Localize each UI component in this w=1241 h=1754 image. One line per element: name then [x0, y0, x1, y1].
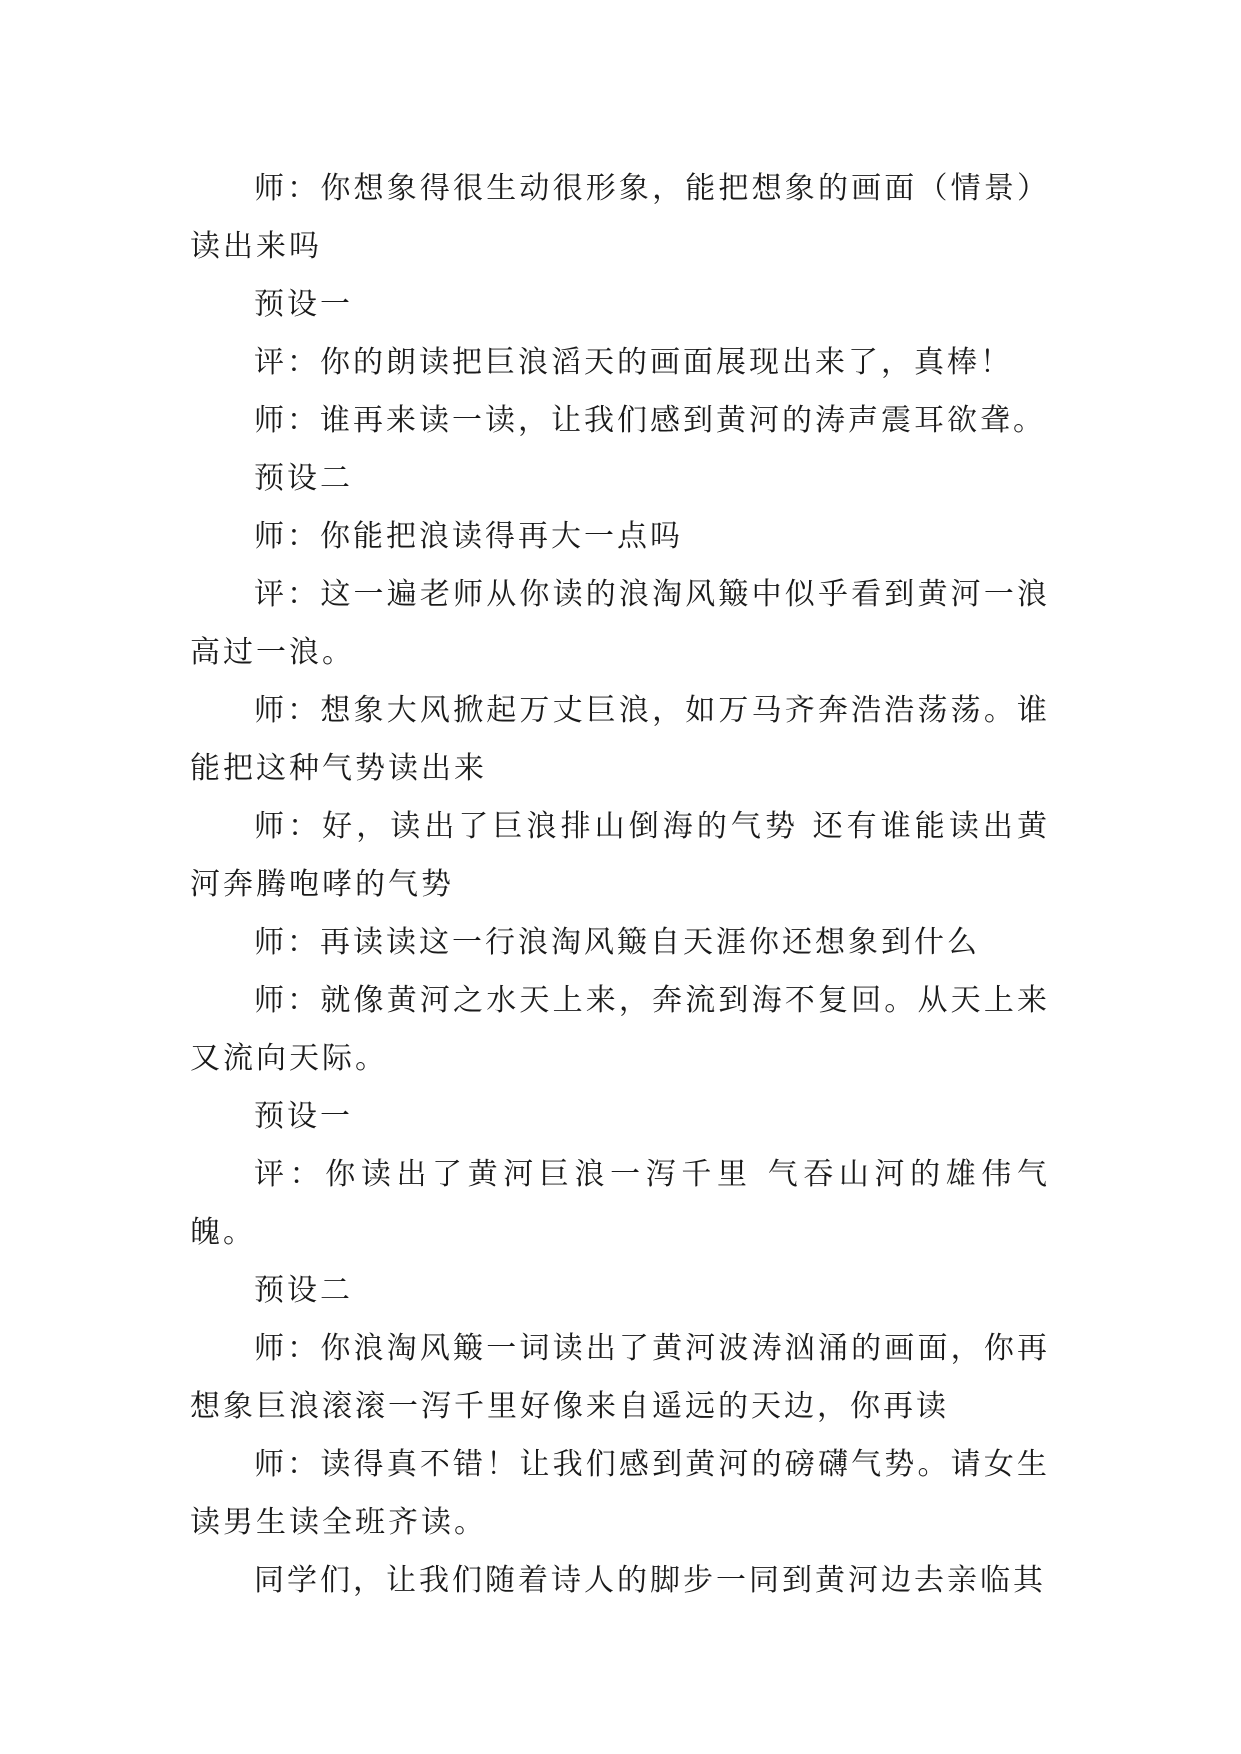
paragraph: 师：就像黄河之水天上来，奔流到海不复回。从天上来又流向天际。	[190, 983, 1050, 1076]
paragraph: 预设二	[254, 1273, 353, 1308]
paragraph: 师：想象大风掀起万丈巨浪，如万马齐奔浩浩荡荡。谁能把这种气势读出来	[190, 693, 1050, 786]
paragraph: 师：谁再来读一读，让我们感到黄河的涛声震耳欲聋。	[254, 403, 1046, 438]
paragraph: 师：读得真不错！让我们感到黄河的磅礴气势。请女生读男生读全班齐读。	[190, 1447, 1050, 1540]
document-body	[190, 160, 1050, 1610]
paragraph: 预设二	[254, 461, 353, 496]
paragraph: 师：你浪淘风簸一词读出了黄河波涛汹涌的画面，你再想象巨浪滚滚一泻千里好像来自遥远的天边，你再读	[190, 1331, 1050, 1424]
paragraph: 师：好，读出了巨浪排山倒海的气势 还有谁能读出黄河奔腾咆哮的气势	[190, 809, 1050, 902]
paragraph: 师：你能把浪读得再大一点吗	[254, 519, 683, 554]
paragraph: 评：你的朗读把巨浪滔天的画面展现出来了，真棒！	[254, 345, 1013, 380]
paragraph: 评：你读出了黄河巨浪一泻千里 气吞山河的雄伟气魄。	[190, 1157, 1050, 1250]
paragraph: 预设一	[254, 287, 353, 322]
paragraph: 师：你想象得很生动很形象，能把想象的画面（情景）读出来吗	[190, 171, 1050, 264]
paragraph: 评：这一遍老师从你读的浪淘风簸中似乎看到黄河一浪高过一浪。	[190, 577, 1050, 670]
paragraph: 师：再读读这一行浪淘风簸自天涯你还想象到什么	[254, 925, 980, 960]
paragraph: 同学们，让我们随着诗人的脚步一同到黄河边去亲临其	[254, 1563, 1046, 1598]
paragraph: 预设一	[254, 1099, 353, 1134]
